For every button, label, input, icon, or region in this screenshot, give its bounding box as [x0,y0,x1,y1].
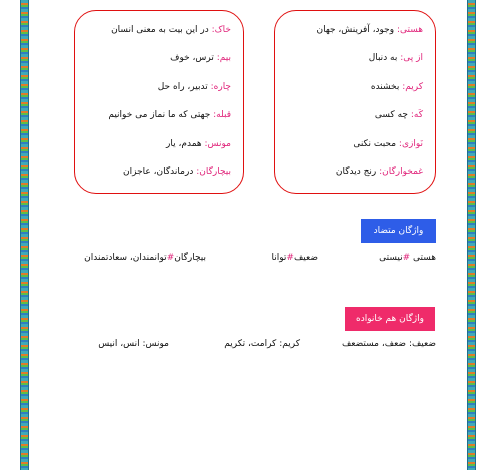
glossary-row: بیم: ترس، خوف [170,53,231,63]
antonyms-heading: واژگان متضاد [361,219,436,243]
word-family-item: ضعیف: ضعف، مستضعف [341,339,436,349]
glossary-row: از پی: به دنبال [368,53,423,63]
antonym-pair: هستی #نیستی [379,253,436,263]
glossary-row: خاک: در این بیت به معنی انسان [111,25,231,35]
glossary-row: چاره: تدبیر، راه حل [157,82,231,92]
decorative-border-right [467,0,476,470]
glossary-row: کَه: چه کسی [374,110,423,120]
glossary-box-right [274,10,436,194]
glossary-row: مونس: همدم، یار [166,139,231,149]
antonym-pair: بیچارگان#توانمندان، سعادتمندان [84,253,206,263]
glossary-row: بیچارگان: درماندگان، عاجزان [123,167,231,177]
decorative-border-left [20,0,29,470]
glossary-row: قبله: جهتی که ما نماز می خوانیم [108,110,231,120]
glossary-row: غمخوارگان: رنج دیدگان [335,167,423,177]
glossary-row: هستی: وجود، آفرینش، جهان [316,25,423,35]
antonym-pair: ضعیف#توانا [271,253,318,263]
word-family-heading: واژگان هم خانواده [345,307,435,331]
glossary-box-left [74,10,244,194]
word-family-item: کریم: کرامت، تکریم [224,339,300,349]
word-family-item: مونس: انس، انیس [98,339,169,349]
glossary-row: کریم: بخشنده [370,82,423,92]
glossary-row: نَوازی: محبت نکنی [353,139,423,149]
